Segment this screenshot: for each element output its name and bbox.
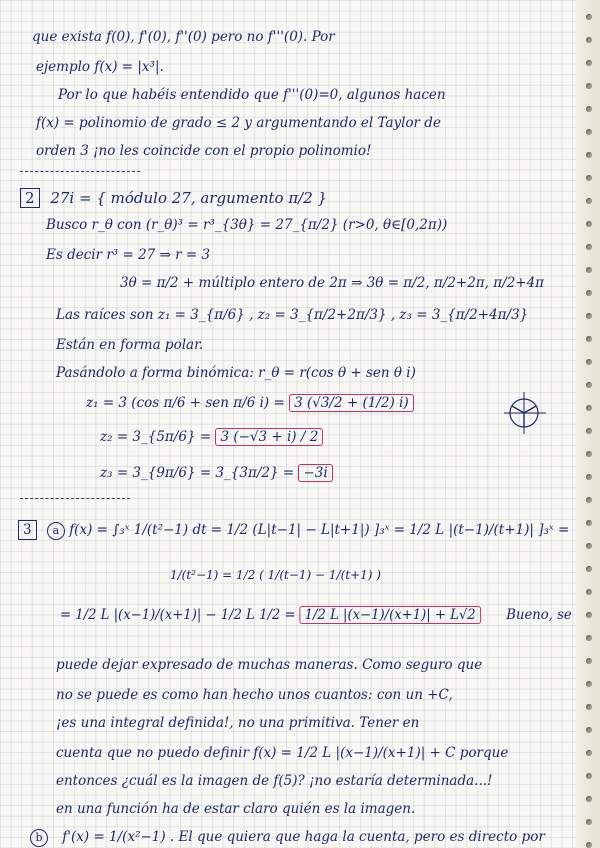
problem-2-roots: Las raíces son z₁ = 3_{π/6} , z₂ = 3_{π/2+2π/3} , z₃ = 3_{π/2+4π/3} — [56, 307, 529, 323]
binding-hole — [586, 267, 592, 273]
problem-2-polar: Están en forma polar. — [56, 337, 204, 353]
text-line-2: ejemplo f(x) = |x³|. — [36, 59, 164, 75]
binding-hole — [586, 83, 592, 89]
binding-hole — [586, 612, 592, 618]
problem-3-part-b — [30, 828, 545, 847]
binding-hole — [586, 451, 592, 457]
binding-hole — [586, 704, 592, 710]
binding-hole — [586, 405, 592, 411]
binding-hole — [586, 129, 592, 135]
binding-hole — [586, 543, 592, 549]
binding-hole — [586, 37, 592, 43]
z2-result-box: 3 (−√3 + i) / 2 — [215, 428, 323, 446]
binding-hole — [586, 681, 592, 687]
binding-hole — [586, 428, 592, 434]
binding-hole — [586, 566, 592, 572]
binding-hole — [586, 290, 592, 296]
z3-line — [100, 464, 333, 482]
binding-hole — [586, 474, 592, 480]
problem-3-line-9: en una función ha de estar claro quién es la imagen. — [56, 801, 416, 817]
problem-3-line-8: entonces ¿cuál es la imagen de f(5)? ¡no estaría determinada...! — [56, 773, 493, 789]
problem-3-result-box: 1/2 L |(x−1)/(x+1)| + L√2 — [300, 606, 481, 624]
z1-expression: z₁ = 3 (cos π/6 + sen π/6 i) = — [86, 395, 285, 411]
binding-hole — [586, 658, 592, 664]
problem-3-line-4: puede dejar expresado de muchas maneras. Como seguro que — [56, 657, 483, 673]
z2-expression: z₂ = 3_{5π/6} = — [100, 429, 212, 445]
roots-diagram — [496, 388, 556, 438]
text-line-5: orden 3 ¡no les coincide con el propio polinomio! — [36, 143, 372, 159]
binding-hole — [586, 106, 592, 112]
separator-1 — [20, 171, 140, 172]
binding-hole — [586, 336, 592, 342]
problem-2-line-3: Es decir r³ = 27 ⇒ r = 3 — [46, 247, 211, 263]
binding-hole — [586, 727, 592, 733]
text-line-1: que exista f(0), f'(0), f''(0) pero no f'''(0). Por — [32, 29, 335, 45]
problem-3-line-1 — [18, 520, 569, 540]
binding-hole — [586, 221, 592, 227]
z2-line — [100, 428, 323, 446]
problem-3-line-7: cuenta que no puedo definir f(x) = 1/2 L |(x−1)/(x+1)| + C porque — [56, 745, 509, 761]
problem-2-line-2: Busco r_θ con (r_θ)³ = r³_{3θ} = 27_{π/2} (r>0, θ∈[0,2π)) — [46, 217, 448, 233]
binding-hole — [586, 175, 592, 181]
binding-hole — [586, 750, 592, 756]
separator-2 — [20, 498, 130, 499]
part-b-marker: b — [30, 829, 48, 847]
problem-3-partial-fractions: 1/(t²−1) = 1/2 ( 1/(t−1) − 1/(t+1) ) — [170, 568, 381, 582]
text-line-3: Por lo que habéis entendido que f'''(0)=0, algunos hacen — [58, 87, 446, 103]
problem-3-integral: f(x) = ∫₃ˣ 1/(t²−1) dt = 1/2 (L|t−1| − L|t+1|) ]₃ˣ = 1/2 L |(t−1)/(t+1)| ]₃ˣ = — [69, 522, 570, 538]
problem-3-number: 3 — [18, 520, 37, 540]
z1-line — [86, 394, 414, 412]
binding-hole — [586, 313, 592, 319]
binding-hole — [586, 497, 592, 503]
binding-hole — [586, 14, 592, 20]
problem-3-result-line — [60, 606, 572, 624]
problem-3-result-expr: = 1/2 L |(x−1)/(x+1)| − 1/2 L 1/2 = — [60, 607, 296, 623]
problem-3-line-6: ¡es una integral definida!, no una primitiva. Tener en — [56, 715, 420, 731]
problem-2-binomial: Pasándolo a forma binómica: r_θ = r(cos θ + sen θ i) — [56, 365, 416, 381]
problem-3-derivative: f'(x) = 1/(x²−1) . El que quiera que haga la cuenta, pero es directo por — [62, 829, 545, 845]
binding-hole — [586, 589, 592, 595]
binding-hole — [586, 635, 592, 641]
z3-expression: z₃ = 3_{9π/6} = 3_{3π/2} = — [100, 465, 295, 481]
problem-2-line-4: 3θ = π/2 + múltiplo entero de 2π ⇒ 3θ = π/2, π/2+2π, π/2+4π — [120, 275, 545, 291]
problem-2-header — [20, 188, 327, 208]
binding-hole — [586, 244, 592, 250]
problem-2-number: 2 — [20, 188, 40, 208]
binding-hole — [586, 198, 592, 204]
spiral-binding — [576, 0, 600, 848]
problem-3-comment-start: Bueno, se — [506, 607, 572, 623]
binding-hole — [586, 382, 592, 388]
problem-3-line-5: no se puede es como han hecho unos cuantos: con un +C, — [56, 687, 453, 703]
z1-result-box: 3 (√3/2 + (1/2) i) — [289, 394, 414, 412]
binding-hole — [586, 842, 592, 848]
z3-result-box: −3i — [298, 464, 332, 482]
binding-hole — [586, 520, 592, 526]
binding-hole — [586, 359, 592, 365]
part-a-marker: a — [47, 522, 65, 540]
binding-hole — [586, 819, 592, 825]
binding-hole — [586, 796, 592, 802]
text-line-4: f(x) = polinomio de grado ≤ 2 y argumentando el Taylor de — [36, 115, 441, 131]
problem-2-statement: 27i = { módulo 27, argumento π/2 } — [50, 189, 328, 207]
binding-hole — [586, 60, 592, 66]
binding-hole — [586, 773, 592, 779]
binding-hole — [586, 152, 592, 158]
